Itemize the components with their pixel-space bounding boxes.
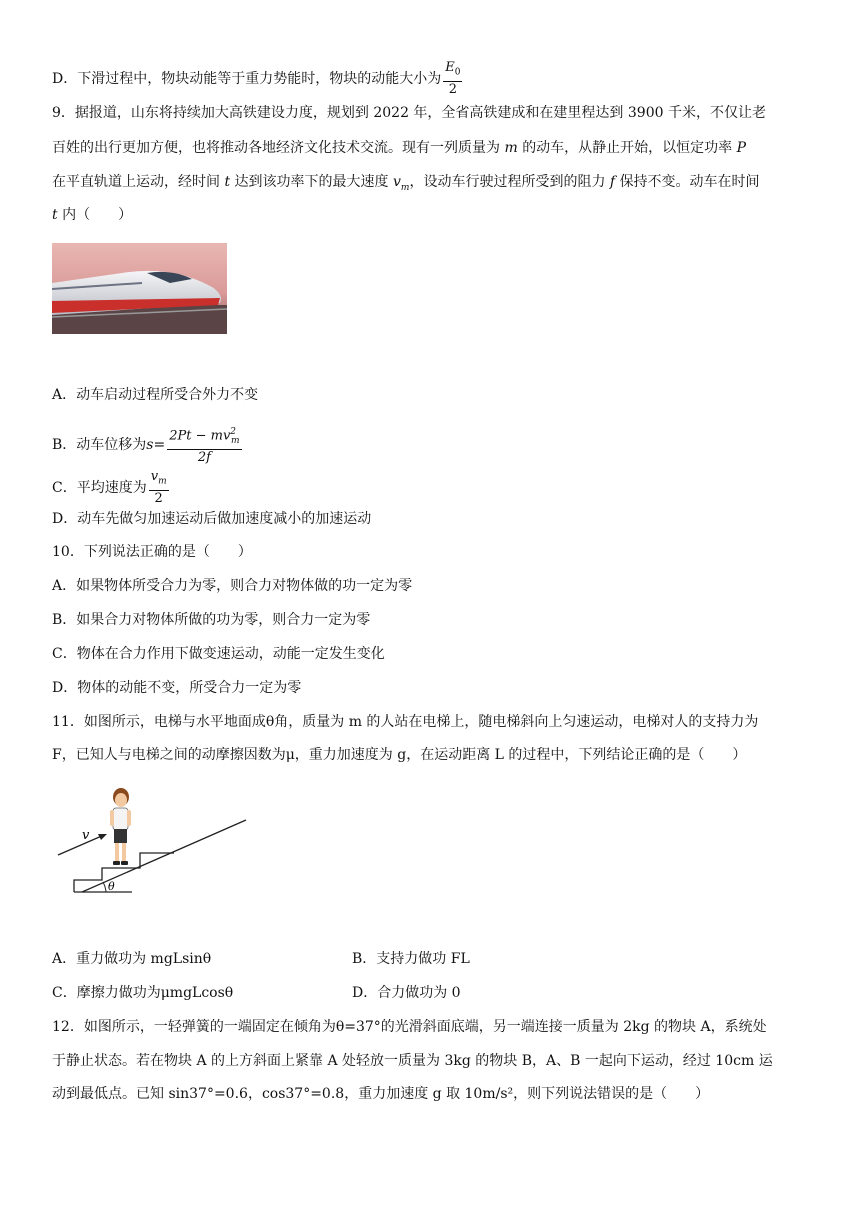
q10-stem: 10．下列说法正确的是（ ） bbox=[52, 544, 252, 560]
q9-option-d[interactable]: D．动车先做匀加速运动后做加速度减小的加速运动 bbox=[52, 511, 372, 527]
q10-option-d[interactable]: D．物体的动能不变，所受合力一定为零 bbox=[52, 680, 302, 696]
q11-stem-line2: F，已知人与电梯之间的动摩擦因数为μ，重力加速度为 g，在运动距离 L 的过程中，下列结论正确的是（ ） bbox=[52, 747, 747, 763]
fraction-vm-over-2: $\frac{v_m}{2}$ bbox=[150, 469, 167, 506]
person-icon bbox=[110, 788, 131, 865]
q10-option-c[interactable]: C．物体在合力作用下做变速运动，动能一定发生变化 bbox=[52, 646, 385, 662]
q10-option-b[interactable]: B．如果合力对物体所做的功为零，则合力一定为零 bbox=[52, 612, 371, 628]
q9-option-b[interactable]: B．动车位移为s= $\frac{2Pt - mv^2_m}{2f}$ bbox=[52, 424, 244, 466]
q12-stem-line2: 于静止状态。若在物块 A 的上方斜面上紧靠 A 处轻放一质量为 3kg 的物块 B，A、B 一起向下运动，经过 10cm 运 bbox=[52, 1053, 773, 1069]
bullet-train-photo bbox=[52, 243, 227, 334]
q12-stem-line1: 12．如图所示，一轻弹簧的一端固定在倾角为θ=37°的光滑斜面底端，另一端连接一质量为 2kg 的物块 A，系统处 bbox=[52, 1019, 767, 1035]
q9-stem-line3: 在平直轨道上运动，经时间 t 达到该功率下的最大速度 $v_m$，设动车行驶过程所受到的阻力 f 保持不变。动车在时间 bbox=[52, 174, 760, 193]
theta-label: θ bbox=[108, 880, 115, 893]
q10-option-a[interactable]: A．如果物体所受合力为零，则合力对物体做的功一定为零 bbox=[52, 578, 413, 594]
q8-option-d[interactable]: D．下滑过程中，物块动能等于重力势能时，物块的动能大小为 $\frac{E_0}{2}$ bbox=[52, 60, 461, 97]
q9-stem-line1: 9．据报道，山东将持续加大高铁建设力度，规划到 2022 年，全省高铁建成和在建里程达到 3900 千米，不仅让老 bbox=[52, 105, 766, 121]
q11-stem-line1: 11．如图所示，电梯与水平地面成θ角，质量为 m 的人站在电梯上，随电梯斜向上匀速运动，电梯对人的支持力为 bbox=[52, 714, 759, 730]
q11-option-c[interactable]: C．摩擦力做功为μmgLcosθ bbox=[52, 985, 234, 1001]
q11-option-d[interactable]: D．合力做功为 0 bbox=[352, 985, 461, 1001]
q9-stem-line4: t 内（ ） bbox=[52, 207, 133, 223]
q9-option-a[interactable]: A．动车启动过程所受合外力不变 bbox=[52, 387, 259, 403]
fraction-displacement: $\frac{2Pt - mv^2_m}{2f}$ bbox=[167, 424, 241, 466]
q9-option-c[interactable]: C．平均速度为 $\frac{v_m}{2}$ bbox=[52, 469, 167, 506]
escalator-figure bbox=[52, 783, 252, 898]
q12-stem-line3: 动到最低点。已知 sin37°=0.6，cos37°=0.8，重力加速度 g 取 10m/s²，则下列说法错误的是（ ） bbox=[52, 1086, 710, 1102]
fraction-e0-over-2: $\frac{E_0}{2}$ bbox=[445, 60, 461, 97]
velocity-label: v bbox=[82, 828, 90, 843]
q11-option-a[interactable]: A．重力做功为 mgLsinθ bbox=[52, 951, 212, 967]
q11-option-b[interactable]: B．支持力做功 FL bbox=[352, 951, 470, 967]
q9-stem-line2: 百姓的出行更加方便，也将推动各地经济文化技术交流。现有一列质量为 m 的动车，从静止开始，以恒定功率 P bbox=[52, 140, 747, 156]
